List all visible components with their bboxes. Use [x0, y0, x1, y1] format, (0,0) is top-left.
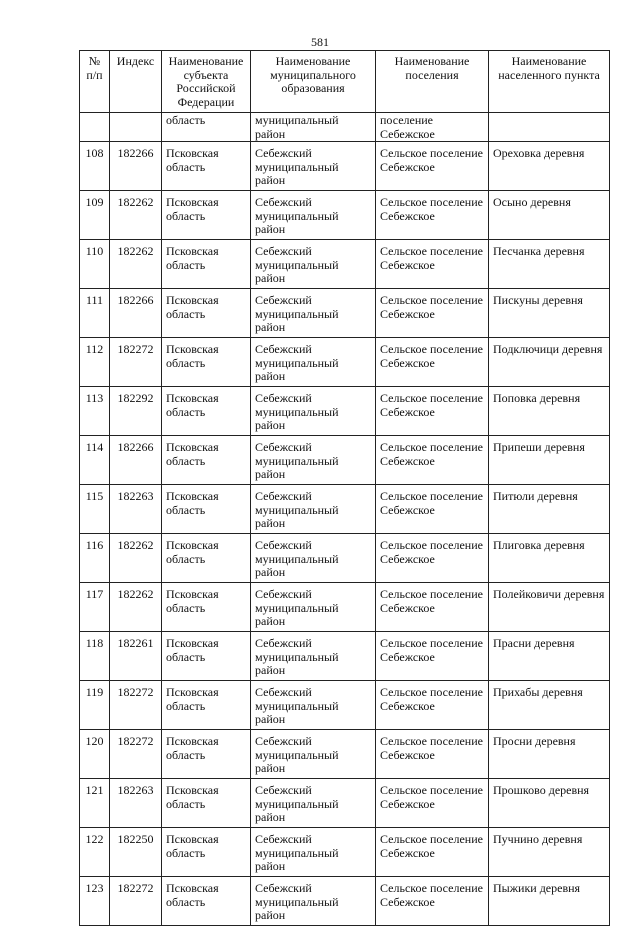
table-row: [80, 485, 610, 534]
cell-num: 115: [80, 485, 110, 534]
cell-municipality: Себежский муниципальный район: [251, 583, 376, 632]
cell-index: [110, 113, 162, 142]
cell-locality: Просни деревня: [489, 730, 610, 779]
cell-municipality: Себежский муниципальный район: [251, 191, 376, 240]
cell-num: 118: [80, 632, 110, 681]
cell-num: 109: [80, 191, 110, 240]
table-row: [80, 779, 610, 828]
cell-num: 108: [80, 142, 110, 191]
table-row: [80, 387, 610, 436]
cell-index: 182262: [110, 240, 162, 289]
cell-subject: Псковская область: [162, 485, 251, 534]
cell-num: 121: [80, 779, 110, 828]
cell-settlement: Сельское поселение Себежское: [376, 289, 489, 338]
cell-index: 182272: [110, 877, 162, 926]
cell-municipality: Себежский муниципальный район: [251, 632, 376, 681]
cell-locality: Полейковичи деревня: [489, 583, 610, 632]
cell-settlement: Сельское поселение Себежское: [376, 779, 489, 828]
cell-num: 112: [80, 338, 110, 387]
cell-settlement: поселение Себежское: [376, 113, 489, 142]
locality-table: [79, 50, 610, 926]
cell-index: 182263: [110, 485, 162, 534]
cell-municipality: Себежский муниципальный район: [251, 779, 376, 828]
cell-settlement: Сельское поселение Себежское: [376, 191, 489, 240]
cell-subject: Псковская область: [162, 681, 251, 730]
cell-index: 182272: [110, 730, 162, 779]
cell-index: 182266: [110, 436, 162, 485]
cell-locality: Песчанка деревня: [489, 240, 610, 289]
table-row: [80, 142, 610, 191]
header-locality: Наименование населенного пункта: [489, 51, 610, 113]
cell-municipality: Себежский муниципальный район: [251, 828, 376, 877]
cell-num: 111: [80, 289, 110, 338]
cell-settlement: Сельское поселение Себежское: [376, 534, 489, 583]
cell-subject: Псковская область: [162, 779, 251, 828]
cell-settlement: Сельское поселение Себежское: [376, 485, 489, 534]
cell-subject: Псковская область: [162, 142, 251, 191]
table-row: [80, 289, 610, 338]
cell-index: 182266: [110, 289, 162, 338]
header-settlement: Наименование поселения: [376, 51, 489, 113]
cell-municipality: Себежский муниципальный район: [251, 240, 376, 289]
cell-subject: Псковская область: [162, 240, 251, 289]
cell-index: 182261: [110, 632, 162, 681]
header-num: № п/п: [80, 51, 110, 113]
cell-index: 182272: [110, 681, 162, 730]
cell-subject: Псковская область: [162, 534, 251, 583]
cell-locality: Подключици деревня: [489, 338, 610, 387]
table-row: [80, 828, 610, 877]
header-index: Индекс: [110, 51, 162, 113]
cell-subject: Псковская область: [162, 436, 251, 485]
cell-locality: Прихабы деревня: [489, 681, 610, 730]
cell-locality: Пыжики деревня: [489, 877, 610, 926]
cell-municipality: Себежский муниципальный район: [251, 387, 376, 436]
continuation-row: [80, 113, 610, 142]
cell-subject: Псковская область: [162, 583, 251, 632]
cell-num: 122: [80, 828, 110, 877]
cell-settlement: Сельское поселение Себежское: [376, 681, 489, 730]
cell-municipality: Себежский муниципальный район: [251, 877, 376, 926]
cell-settlement: Сельское поселение Себежское: [376, 828, 489, 877]
cell-subject: Псковская область: [162, 632, 251, 681]
cell-municipality: Себежский муниципальный район: [251, 681, 376, 730]
table-body: [80, 113, 610, 926]
cell-num: 120: [80, 730, 110, 779]
cell-num: 119: [80, 681, 110, 730]
cell-index: 182262: [110, 534, 162, 583]
cell-index: 182292: [110, 387, 162, 436]
cell-index: 182272: [110, 338, 162, 387]
table-row: [80, 583, 610, 632]
header-subject: Наименование субъекта Российской Федерации: [162, 51, 251, 113]
cell-subject: Псковская область: [162, 730, 251, 779]
table-row: [80, 534, 610, 583]
cell-num: 110: [80, 240, 110, 289]
cell-settlement: Сельское поселение Себежское: [376, 730, 489, 779]
cell-num: 113: [80, 387, 110, 436]
cell-subject: Псковская область: [162, 877, 251, 926]
table-row: [80, 632, 610, 681]
table-header-row: [80, 51, 610, 113]
cell-locality: Плиговка деревня: [489, 534, 610, 583]
cell-subject: Псковская область: [162, 387, 251, 436]
table-row: [80, 877, 610, 926]
cell-settlement: Сельское поселение Себежское: [376, 436, 489, 485]
table-row: [80, 436, 610, 485]
cell-locality: [489, 113, 610, 142]
cell-locality: Питюли деревня: [489, 485, 610, 534]
cell-settlement: Сельское поселение Себежское: [376, 240, 489, 289]
cell-index: 182262: [110, 191, 162, 240]
cell-locality: Прошково деревня: [489, 779, 610, 828]
cell-municipality: Себежский муниципальный район: [251, 338, 376, 387]
table-row: [80, 681, 610, 730]
page-number: 581: [311, 35, 329, 49]
header-municipality: Наименование муниципального образования: [251, 51, 376, 113]
cell-subject: область: [162, 113, 251, 142]
cell-num: 116: [80, 534, 110, 583]
cell-settlement: Сельское поселение Себежское: [376, 387, 489, 436]
cell-subject: Псковская область: [162, 191, 251, 240]
cell-settlement: Сельское поселение Себежское: [376, 338, 489, 387]
cell-index: 182266: [110, 142, 162, 191]
cell-locality: Прасни деревня: [489, 632, 610, 681]
cell-locality: Пучнино деревня: [489, 828, 610, 877]
cell-subject: Псковская область: [162, 338, 251, 387]
table-row: [80, 191, 610, 240]
cell-index: 182263: [110, 779, 162, 828]
cell-num: 123: [80, 877, 110, 926]
cell-municipality: Себежский муниципальный район: [251, 289, 376, 338]
cell-num: 117: [80, 583, 110, 632]
cell-index: 182262: [110, 583, 162, 632]
cell-subject: Псковская область: [162, 289, 251, 338]
table-row: [80, 730, 610, 779]
cell-locality: Припеши деревня: [489, 436, 610, 485]
cell-locality: Осыно деревня: [489, 191, 610, 240]
cell-settlement: Сельское поселение Себежское: [376, 632, 489, 681]
cell-municipality: Себежский муниципальный район: [251, 534, 376, 583]
cell-num: [80, 113, 110, 142]
cell-municipality: Себежский муниципальный район: [251, 436, 376, 485]
table-row: [80, 240, 610, 289]
cell-settlement: Сельское поселение Себежское: [376, 142, 489, 191]
cell-settlement: Сельское поселение Себежское: [376, 877, 489, 926]
cell-num: 114: [80, 436, 110, 485]
cell-municipality: Себежский муниципальный район: [251, 142, 376, 191]
cell-locality: Пискуны деревня: [489, 289, 610, 338]
cell-municipality: муниципальный район: [251, 113, 376, 142]
cell-municipality: Себежский муниципальный район: [251, 730, 376, 779]
table-row: [80, 338, 610, 387]
cell-municipality: Себежский муниципальный район: [251, 485, 376, 534]
cell-index: 182250: [110, 828, 162, 877]
cell-locality: Поповка деревня: [489, 387, 610, 436]
cell-locality: Ореховка деревня: [489, 142, 610, 191]
cell-subject: Псковская область: [162, 828, 251, 877]
cell-settlement: Сельское поселение Себежское: [376, 583, 489, 632]
